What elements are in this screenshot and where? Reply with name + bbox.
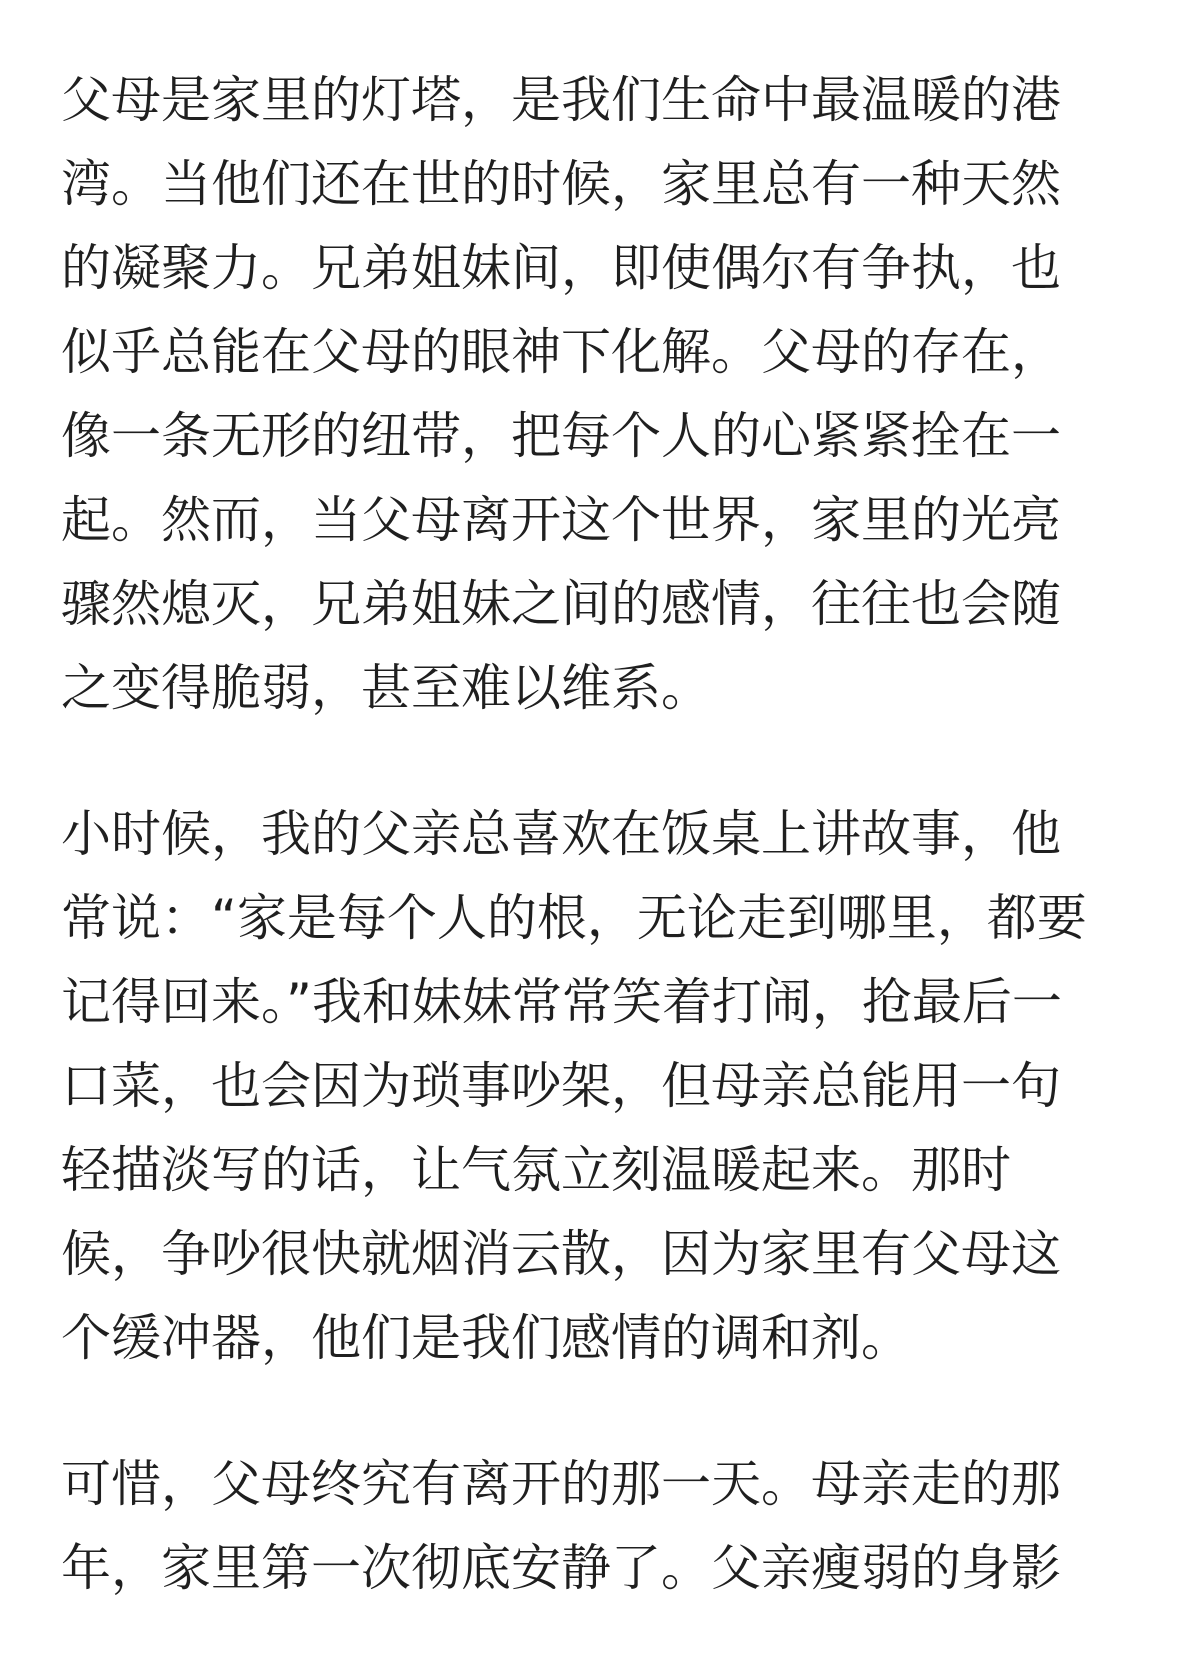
paragraph-3: [61, 1442, 1121, 1610]
text-line: 骤然熄灭，兄弟姐妹之间的感情，往往也会随: [61, 575, 1061, 633]
text-line: 轻描淡写的话，让气氛立刻温暖起来。那时: [61, 1141, 1011, 1199]
paragraph-2: [61, 792, 1121, 1380]
text-line: 之变得脆弱，甚至难以维系。: [61, 659, 711, 717]
text-line: 湾。当他们还在世的时候，家里总有一种天然: [61, 155, 1061, 213]
article-body: [61, 58, 1121, 1672]
text-line: 年，家里第一次彻底安静了。父亲瘦弱的身影: [61, 1539, 1061, 1597]
text-line: 父母是家里的灯塔，是我们生命中最温暖的港: [61, 71, 1061, 129]
text-line: 像一条无形的纽带，把每个人的心紧紧拴在一: [61, 407, 1061, 465]
text-line: 常说：“家是每个人的根，无论走到哪里，都要: [61, 889, 1087, 947]
text-line: 可惜，父母终究有离开的那一天。母亲走的那: [61, 1455, 1061, 1513]
text-line: 起。然而，当父母离开这个世界，家里的光亮: [61, 491, 1061, 549]
text-line: 的凝聚力。兄弟姐妹间，即使偶尔有争执，也: [61, 239, 1061, 297]
paragraph-1: [61, 58, 1121, 730]
text-line: 似乎总能在父母的眼神下化解。父母的存在，: [61, 323, 1061, 381]
text-line: 候，争吵很快就烟消云散，因为家里有父母这: [61, 1225, 1061, 1283]
text-line: 记得回来。”我和妹妹常常笑着打闹，抢最后一: [61, 973, 1062, 1031]
text-line: 个缓冲器，他们是我们感情的调和剂。: [61, 1309, 911, 1367]
text-line: 口菜，也会因为琐事吵架，但母亲总能用一句: [61, 1057, 1061, 1115]
text-line: 小时候，我的父亲总喜欢在饭桌上讲故事，他: [61, 805, 1061, 863]
